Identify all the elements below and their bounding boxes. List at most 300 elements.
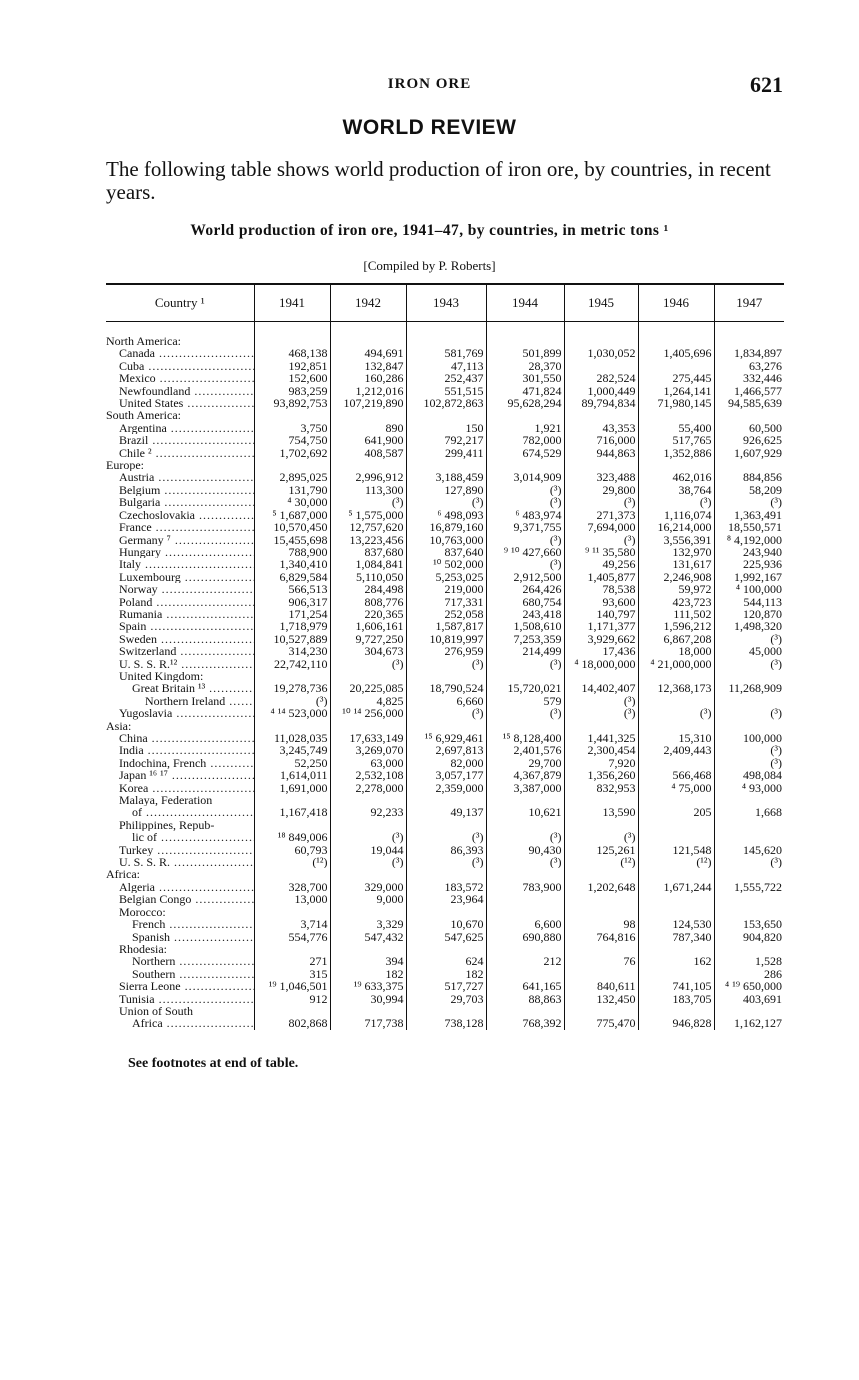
value-cell: 1,405,877: [564, 571, 638, 583]
value-cell: (³): [714, 633, 784, 645]
value-cell: 47,113: [406, 360, 486, 372]
value-cell: [714, 893, 784, 905]
country-cell: [106, 546, 254, 558]
value-cell: [638, 968, 714, 980]
country-cell: [106, 484, 254, 496]
table-row: [106, 757, 784, 769]
value-cell: 1,116,074: [638, 509, 714, 521]
value-cell: 1,528: [714, 955, 784, 967]
country-label: Africa .....: [106, 1017, 254, 1029]
table-row: [106, 571, 784, 583]
value-cell: 3,269,070: [330, 744, 406, 756]
table-row: [106, 955, 784, 967]
value-cell: 160,286: [330, 372, 406, 384]
spacer-row: [106, 322, 784, 336]
value-cell: 641,165: [486, 980, 564, 992]
value-cell: 13,000: [254, 893, 330, 905]
value-cell: (³): [564, 534, 638, 546]
country-cell: [106, 409, 254, 421]
value-cell: 29,800: [564, 484, 638, 496]
country-label: Japan ¹⁶ ¹⁷ .....: [106, 769, 254, 781]
value-cell: [486, 906, 564, 918]
country-cell: [106, 968, 254, 980]
table-row: [106, 360, 784, 372]
value-cell: 1,671,244: [638, 881, 714, 893]
value-cell: 111,502: [638, 608, 714, 620]
value-cell: (³): [486, 856, 564, 868]
table-row: [106, 496, 784, 508]
country-cell: [106, 931, 254, 943]
table-body: [106, 322, 784, 1030]
country-label: Switzerland .....: [106, 645, 254, 657]
country-cell: [106, 397, 254, 409]
table-row: [106, 856, 784, 868]
value-cell: 4,825: [330, 695, 406, 707]
table-compiled-by: [Compiled by P. Roberts]: [363, 258, 496, 273]
country-label: Turkey .....: [106, 844, 254, 856]
country-label: U. S. S. R. .....: [106, 856, 254, 868]
value-cell: 468,138: [254, 347, 330, 359]
value-cell: 2,401,576: [486, 744, 564, 756]
country-cell: [106, 521, 254, 533]
value-cell: 775,470: [564, 1017, 638, 1029]
table-row: [106, 484, 784, 496]
table-row: [106, 881, 784, 893]
value-cell: 1,340,410: [254, 558, 330, 570]
value-cell: 102,872,863: [406, 397, 486, 409]
table-row: [106, 434, 784, 446]
value-cell: [486, 670, 564, 682]
value-cell: 252,437: [406, 372, 486, 384]
value-cell: ⁴ 75,000: [638, 782, 714, 794]
value-cell: 225,936: [714, 558, 784, 570]
value-cell: 840,611: [564, 980, 638, 992]
value-cell: 566,513: [254, 583, 330, 595]
value-cell: 1,718,979: [254, 620, 330, 632]
value-cell: 1,702,692: [254, 447, 330, 459]
value-cell: [254, 720, 330, 732]
country-cell: [106, 471, 254, 483]
table-header-row: [106, 285, 784, 322]
value-cell: 498,084: [714, 769, 784, 781]
table-row: [106, 1017, 784, 1029]
value-cell: [638, 1005, 714, 1017]
value-cell: ⁶ 498,093: [406, 509, 486, 521]
country-label: Northern Ireland .....: [106, 695, 254, 707]
value-cell: [406, 868, 486, 880]
value-cell: [486, 868, 564, 880]
country-label: France .....: [106, 521, 254, 533]
table-group-row: [106, 943, 784, 955]
value-cell: [330, 335, 406, 347]
value-cell: [406, 1005, 486, 1017]
value-cell: 5,110,050: [330, 571, 406, 583]
country-cell: [106, 955, 254, 967]
country-cell: [106, 720, 254, 732]
value-cell: 10,819,997: [406, 633, 486, 645]
value-cell: 9,371,755: [486, 521, 564, 533]
value-cell: 624: [406, 955, 486, 967]
value-cell: 88,863: [486, 993, 564, 1005]
table-row: [106, 831, 784, 843]
column-header: 1947: [714, 285, 784, 322]
value-cell: 10,763,000: [406, 534, 486, 546]
value-cell: (³): [486, 496, 564, 508]
value-cell: 6,867,208: [638, 633, 714, 645]
country-label: Czechoslovakia .....: [106, 509, 254, 521]
value-cell: 58,209: [714, 484, 784, 496]
value-cell: [330, 819, 406, 831]
value-cell: 3,387,000: [486, 782, 564, 794]
value-cell: 78,538: [564, 583, 638, 595]
value-cell: [330, 670, 406, 682]
country-label: French .....: [106, 918, 254, 930]
value-cell: [564, 868, 638, 880]
value-cell: 517,765: [638, 434, 714, 446]
value-cell: 171,254: [254, 608, 330, 620]
country-label: Germany ⁷ .....: [106, 534, 254, 546]
value-cell: 120,870: [714, 608, 784, 620]
value-cell: 7,253,359: [486, 633, 564, 645]
country-label: Norway .....: [106, 583, 254, 595]
value-cell: [638, 360, 714, 372]
value-cell: 3,714: [254, 918, 330, 930]
value-cell: 121,548: [638, 844, 714, 856]
value-cell: 282,524: [564, 372, 638, 384]
value-cell: [564, 893, 638, 905]
country-label: Malaya, Federation: [119, 794, 213, 807]
value-cell: 946,828: [638, 1017, 714, 1029]
value-cell: 904,820: [714, 931, 784, 943]
value-cell: 808,776: [330, 596, 406, 608]
value-cell: 983,259: [254, 385, 330, 397]
value-cell: 125,261: [564, 844, 638, 856]
value-cell: 6,660: [406, 695, 486, 707]
country-cell: [106, 732, 254, 744]
country-label: Newfoundland .....: [106, 385, 254, 397]
value-cell: 1,921: [486, 422, 564, 434]
value-cell: [714, 906, 784, 918]
value-cell: 1,498,320: [714, 620, 784, 632]
country-label: Union of South: [119, 1004, 194, 1018]
value-cell: 471,824: [486, 385, 564, 397]
country-label: Asia:: [106, 719, 132, 732]
value-cell: 15,720,021: [486, 682, 564, 694]
value-cell: 10,621: [486, 806, 564, 818]
value-cell: 23,964: [406, 893, 486, 905]
value-cell: 944,863: [564, 447, 638, 459]
value-cell: 152,600: [254, 372, 330, 384]
table-group-row: [106, 794, 784, 806]
value-cell: [486, 893, 564, 905]
value-cell: 2,697,813: [406, 744, 486, 756]
value-cell: ⁴ 21,000,000: [638, 658, 714, 670]
value-cell: 12,368,173: [638, 682, 714, 694]
value-cell: 127,890: [406, 484, 486, 496]
table-row: [106, 583, 784, 595]
value-cell: 38,764: [638, 484, 714, 496]
value-cell: 788,900: [254, 546, 330, 558]
value-cell: 1,030,052: [564, 347, 638, 359]
value-cell: 1,171,377: [564, 620, 638, 632]
country-cell: [106, 682, 254, 694]
value-cell: 205: [638, 806, 714, 818]
value-cell: ¹⁰ ¹⁴ 256,000: [330, 707, 406, 719]
value-cell: 2,409,443: [638, 744, 714, 756]
country-cell: [106, 608, 254, 620]
value-cell: 11,268,909: [714, 682, 784, 694]
value-cell: 1,466,577: [714, 385, 784, 397]
value-cell: 286: [714, 968, 784, 980]
value-cell: (³): [406, 658, 486, 670]
value-cell: 124,530: [638, 918, 714, 930]
value-cell: [714, 409, 784, 421]
value-cell: 764,816: [564, 931, 638, 943]
value-cell: (³): [486, 534, 564, 546]
value-cell: [714, 459, 784, 471]
value-cell: [564, 819, 638, 831]
value-cell: [486, 335, 564, 347]
table-row: [106, 558, 784, 570]
value-cell: 15,455,698: [254, 534, 330, 546]
value-cell: 93,600: [564, 596, 638, 608]
value-cell: 403,691: [714, 993, 784, 1005]
country-cell: [106, 335, 254, 347]
value-cell: 754,750: [254, 434, 330, 446]
value-cell: 49,137: [406, 806, 486, 818]
table-row: [106, 422, 784, 434]
value-cell: 140,797: [564, 608, 638, 620]
value-cell: [254, 819, 330, 831]
value-cell: 275,445: [638, 372, 714, 384]
country-cell: [106, 434, 254, 446]
value-cell: 1,607,929: [714, 447, 784, 459]
value-cell: 90,430: [486, 844, 564, 856]
value-cell: 6,829,584: [254, 571, 330, 583]
table-row: [106, 918, 784, 930]
value-cell: ⁴ ¹⁹ 650,000: [714, 980, 784, 992]
value-cell: 16,214,000: [638, 521, 714, 533]
value-cell: [406, 459, 486, 471]
value-cell: 674,529: [486, 447, 564, 459]
value-cell: 1,834,897: [714, 347, 784, 359]
country-label: South America:: [106, 409, 181, 422]
value-cell: [254, 943, 330, 955]
country-label: North America:: [106, 335, 181, 348]
value-cell: 45,000: [714, 645, 784, 657]
country-cell: [106, 596, 254, 608]
value-cell: (³): [564, 831, 638, 843]
value-cell: 7,920: [564, 757, 638, 769]
value-cell: 3,057,177: [406, 769, 486, 781]
value-cell: [714, 695, 784, 707]
value-cell: (³): [486, 558, 564, 570]
value-cell: [330, 459, 406, 471]
value-cell: [714, 943, 784, 955]
value-cell: (³): [714, 856, 784, 868]
value-cell: 1,167,418: [254, 806, 330, 818]
value-cell: [564, 943, 638, 955]
table-group-row: [106, 1005, 784, 1017]
table-row: [106, 447, 784, 459]
country-cell: [106, 558, 254, 570]
value-cell: 1,264,141: [638, 385, 714, 397]
value-cell: [564, 906, 638, 918]
value-cell: 2,996,912: [330, 471, 406, 483]
country-label: United States .....: [106, 397, 254, 409]
value-cell: 1,668: [714, 806, 784, 818]
value-cell: 63,276: [714, 360, 784, 372]
value-cell: 299,411: [406, 447, 486, 459]
table-row: [106, 372, 784, 384]
value-cell: (³): [714, 658, 784, 670]
value-cell: 63,000: [330, 757, 406, 769]
running-title: IRON ORE: [387, 76, 472, 92]
table-row: [106, 509, 784, 521]
footnote-reference: See footnotes at end of table.: [128, 1056, 299, 1071]
column-header: 1945: [564, 285, 638, 322]
value-cell: 150: [406, 422, 486, 434]
value-cell: 717,331: [406, 596, 486, 608]
table-title: World production of iron ore, 1941–47, by countries, in metric tons ¹: [190, 222, 669, 239]
value-cell: 782,000: [486, 434, 564, 446]
value-cell: 717,738: [330, 1017, 406, 1029]
table-group-row: [106, 720, 784, 732]
value-cell: 1,555,722: [714, 881, 784, 893]
value-cell: [638, 670, 714, 682]
value-cell: 19,044: [330, 844, 406, 856]
value-cell: 29,703: [406, 993, 486, 1005]
value-cell: 29,700: [486, 757, 564, 769]
value-cell: 1,691,000: [254, 782, 330, 794]
value-cell: 314,230: [254, 645, 330, 657]
country-cell: [106, 583, 254, 595]
country-label: Spain .....: [106, 620, 254, 632]
value-cell: [714, 831, 784, 843]
value-cell: [638, 819, 714, 831]
country-label: Great Britain ¹³ .....: [106, 682, 254, 694]
country-label: China .....: [106, 732, 254, 744]
value-cell: [330, 906, 406, 918]
value-cell: [564, 968, 638, 980]
value-cell: 394: [330, 955, 406, 967]
value-cell: [638, 868, 714, 880]
value-cell: 9,727,250: [330, 633, 406, 645]
value-cell: 214,499: [486, 645, 564, 657]
value-cell: 100,000: [714, 732, 784, 744]
value-cell: [254, 409, 330, 421]
value-cell: (³): [330, 831, 406, 843]
country-cell: [106, 893, 254, 905]
value-cell: [638, 794, 714, 806]
value-cell: 579: [486, 695, 564, 707]
table-group-row: [106, 906, 784, 918]
value-cell: ¹⁹ 633,375: [330, 980, 406, 992]
value-cell: (³): [564, 496, 638, 508]
country-label: Hungary .....: [106, 546, 254, 558]
country-cell: [106, 509, 254, 521]
table-row: [106, 695, 784, 707]
value-cell: [638, 831, 714, 843]
value-cell: [330, 868, 406, 880]
country-cell: [106, 633, 254, 645]
value-cell: [714, 819, 784, 831]
value-cell: 162: [638, 955, 714, 967]
production-table: [106, 283, 784, 1030]
country-cell: [106, 794, 254, 806]
value-cell: 716,000: [564, 434, 638, 446]
value-cell: 1,508,610: [486, 620, 564, 632]
value-cell: 3,329: [330, 918, 406, 930]
value-cell: 315: [254, 968, 330, 980]
country-label: Algeria .....: [106, 881, 254, 893]
value-cell: [254, 794, 330, 806]
value-cell: (³): [406, 831, 486, 843]
value-cell: 2,532,108: [330, 769, 406, 781]
value-cell: 9,000: [330, 893, 406, 905]
country-cell: [106, 806, 254, 818]
value-cell: 86,393: [406, 844, 486, 856]
value-cell: 60,793: [254, 844, 330, 856]
country-label: U. S. S. R.¹² .....: [106, 658, 254, 670]
country-cell: [106, 571, 254, 583]
value-cell: 2,895,025: [254, 471, 330, 483]
value-cell: ⁴ ¹⁴ 523,000: [254, 707, 330, 719]
value-cell: (³): [638, 496, 714, 508]
value-cell: 3,188,459: [406, 471, 486, 483]
country-label: Sierra Leone .....: [106, 980, 254, 992]
country-cell: [106, 782, 254, 794]
country-cell: [106, 347, 254, 359]
value-cell: 219,000: [406, 583, 486, 595]
value-cell: ¹⁵ 6,929,461: [406, 732, 486, 744]
value-cell: 71,980,145: [638, 397, 714, 409]
value-cell: [638, 757, 714, 769]
value-cell: 884,856: [714, 471, 784, 483]
value-cell: 82,000: [406, 757, 486, 769]
value-cell: 1,596,212: [638, 620, 714, 632]
value-cell: 276,959: [406, 645, 486, 657]
value-cell: 3,245,749: [254, 744, 330, 756]
value-cell: (³): [638, 707, 714, 719]
value-cell: 3,556,391: [638, 534, 714, 546]
value-cell: 284,498: [330, 583, 406, 595]
column-header: Country ¹: [106, 285, 254, 322]
value-cell: 153,650: [714, 918, 784, 930]
value-cell: 1,587,817: [406, 620, 486, 632]
value-cell: 554,776: [254, 931, 330, 943]
country-cell: [106, 1017, 254, 1029]
value-cell: (³): [714, 757, 784, 769]
value-cell: 18,550,571: [714, 521, 784, 533]
value-cell: [714, 794, 784, 806]
value-cell: 59,972: [638, 583, 714, 595]
value-cell: 1,992,167: [714, 571, 784, 583]
country-cell: [106, 620, 254, 632]
table-row: [106, 521, 784, 533]
value-cell: 741,105: [638, 980, 714, 992]
value-cell: [486, 1005, 564, 1017]
value-cell: ⁶ 483,974: [486, 509, 564, 521]
country-label: Spanish .....: [106, 931, 254, 943]
value-cell: 581,769: [406, 347, 486, 359]
value-cell: 89,794,834: [564, 397, 638, 409]
value-cell: 264,426: [486, 583, 564, 595]
value-cell: 243,940: [714, 546, 784, 558]
value-cell: [254, 868, 330, 880]
value-cell: 1,614,011: [254, 769, 330, 781]
value-cell: [638, 335, 714, 347]
